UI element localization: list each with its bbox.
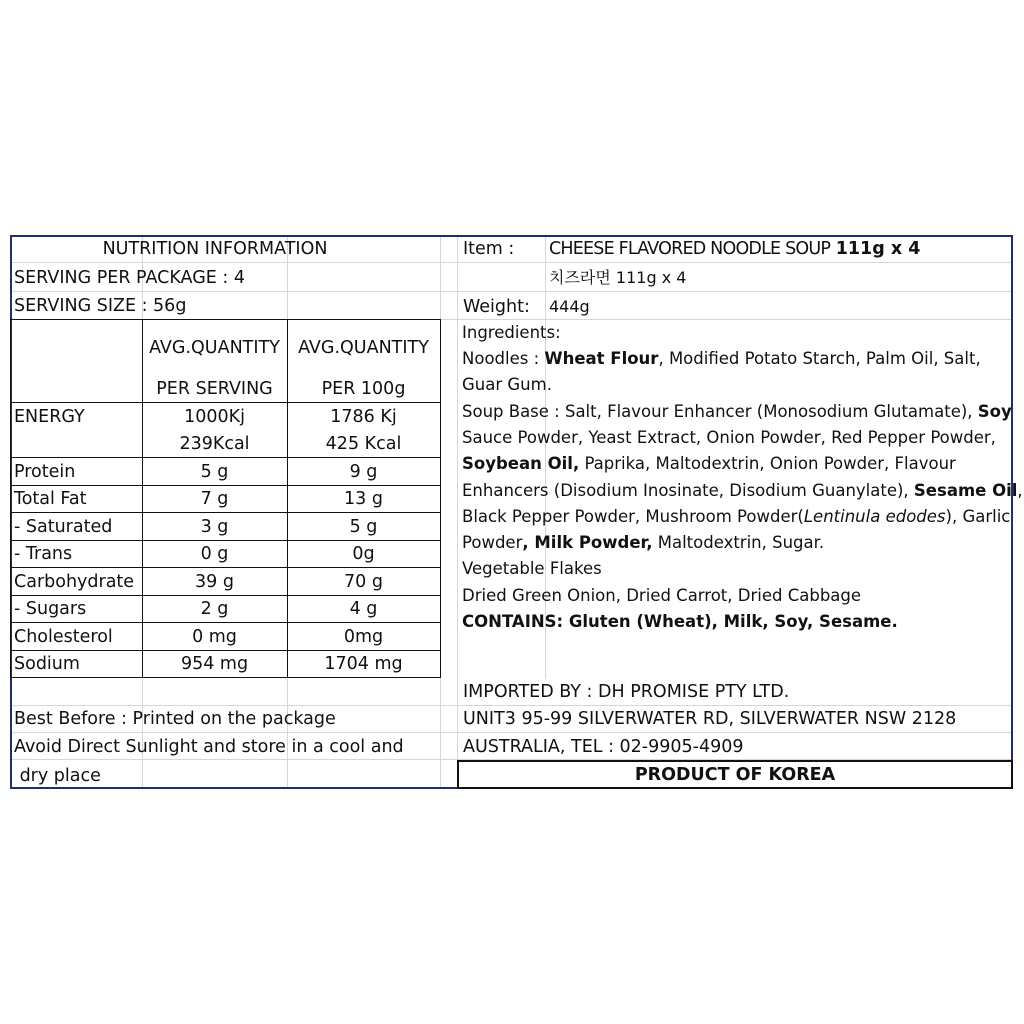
- nutrient-per-100g: 9 g: [349, 462, 378, 482]
- nutrient-label: Carbohydrate: [14, 572, 135, 592]
- ingredient-text-run: Soybean Oil,: [462, 454, 580, 474]
- ingredient-text-run: ,: [1017, 480, 1023, 500]
- best-before: Best Before : Printed on the package: [14, 709, 336, 729]
- ingredient-line: [462, 348, 1022, 370]
- weight-label: Weight:: [463, 297, 530, 317]
- serving-size: SERVING SIZE : 56g: [14, 296, 187, 316]
- ingredient-text-run: , Milk Powder,: [522, 533, 653, 553]
- nutrient-label: Sodium: [14, 654, 80, 674]
- ingredient-line: [462, 585, 1022, 607]
- nutrient-label: - Saturated: [14, 517, 113, 537]
- nutrient-per-100g: 425 Kcal: [325, 434, 402, 454]
- ingredient-text-run: Dried Green Onion, Dried Carrot, Dried Cabbage: [462, 585, 862, 605]
- importer-line-1: IMPORTED BY : DH PROMISE PTY LTD.: [463, 682, 790, 702]
- weight-value: 444g: [549, 297, 590, 316]
- ingredient-line: [462, 427, 1022, 449]
- nutrient-label: Protein: [14, 462, 76, 482]
- ingredient-text-run: Sauce Powder, Yeast Extract, Onion Powder, Red Pepper Powder,: [462, 427, 996, 447]
- nutrient-per-serving: 239Kcal: [179, 434, 250, 454]
- nutrient-per-serving: 0 g: [200, 544, 229, 564]
- nutrient-label: - Sugars: [14, 599, 87, 619]
- storage-line-1: Avoid Direct Sunlight and store in a cool and: [14, 737, 404, 757]
- nutrient-label: ENERGY: [14, 407, 85, 427]
- nutrient-per-100g: 13 g: [344, 489, 383, 509]
- item-name: CHEESE FLAVORED NOODLE SOUP: [549, 239, 831, 259]
- nutrient-label: Total Fat: [14, 489, 87, 509]
- korean-name: 치즈라면 111g x 4: [549, 268, 687, 287]
- importer-line-3: AUSTRALIA, TEL : 02-9905-4909: [463, 737, 744, 757]
- ingredient-text-run: Lentinula edodes: [803, 506, 946, 526]
- ingredients-heading: Ingredients:: [462, 323, 561, 342]
- storage-line-2: dry place: [14, 766, 101, 786]
- ingredient-text-run: Paprika, Maltodextrin, Onion Powder, Flavour: [579, 454, 956, 474]
- nutrient-per-100g: 5 g: [349, 517, 378, 537]
- nutrient-label: - Trans: [14, 544, 73, 564]
- servings-per-package: SERVING PER PACKAGE : 4: [14, 268, 245, 288]
- nutrient-per-100g: 0mg: [343, 627, 384, 647]
- nutrient-per-serving: 0 mg: [192, 627, 237, 647]
- ingredient-line: [462, 506, 1022, 528]
- ingredient-line: [462, 558, 1022, 580]
- ingredient-line: [462, 532, 1022, 554]
- nutrient-per-serving: 5 g: [200, 462, 229, 482]
- col2-header-top: AVG.QUANTITY: [298, 338, 429, 358]
- ingredient-text-run: ), Garlic: [945, 506, 1011, 526]
- item-quantity: 111g x 4: [835, 239, 921, 259]
- origin-text: PRODUCT OF KOREA: [634, 765, 836, 785]
- ingredient-line: [462, 374, 1022, 396]
- ingredient-text-run: , Modified Potato Starch, Palm Oil, Salt,: [658, 349, 981, 368]
- ingredient-text-run: Vegetable Flakes: [462, 559, 602, 579]
- col1-header-top: AVG.QUANTITY: [149, 338, 280, 358]
- ingredient-text-run: Powder: [462, 533, 523, 553]
- nutrient-per-serving: 39 g: [195, 572, 234, 592]
- ingredient-line: [462, 611, 1022, 633]
- ingredient-text-run: Wheat Flour: [544, 349, 659, 368]
- nutrient-label: Cholesterol: [14, 627, 113, 647]
- nutrient-per-100g: 1786 Kj: [330, 407, 397, 427]
- ingredient-line: [462, 401, 1022, 423]
- ingredient-text-run: Guar Gum.: [462, 375, 552, 395]
- nutrient-per-serving: 3 g: [200, 517, 229, 537]
- col2-header-bottom: PER 100g: [321, 379, 406, 399]
- nutrient-per-100g: 1704 mg: [324, 654, 403, 674]
- col1-header-bottom: PER SERVING: [156, 379, 273, 399]
- nutrient-per-serving: 954 mg: [180, 654, 249, 674]
- nutrient-per-100g: 70 g: [344, 572, 383, 592]
- nutrient-per-serving: 7 g: [200, 489, 229, 509]
- ingredient-text-run: Soup Base : Salt, Flavour Enhancer (Monosodium Glutamate),: [462, 401, 978, 421]
- nutrient-per-100g: 4 g: [349, 599, 378, 619]
- ingredient-line: [462, 453, 1022, 475]
- item-label: Item :: [463, 239, 515, 259]
- nutrition-title: NUTRITION INFORMATION: [102, 239, 328, 259]
- item-name-line: [549, 238, 920, 260]
- ingredient-text-run: CONTAINS: Gluten (Wheat), Milk, Soy, Sesame.: [462, 612, 898, 631]
- nutrient-per-serving: 2 g: [200, 599, 229, 619]
- nutrient-per-serving: 1000Kj: [184, 407, 245, 427]
- nutrient-per-100g: 0g: [352, 544, 375, 564]
- ingredient-line: [462, 480, 1022, 502]
- ingredient-text-run: Sesame Oil: [913, 480, 1018, 500]
- ingredient-text-run: Enhancers (Disodium Inosinate, Disodium Guanylate),: [462, 480, 914, 500]
- ingredient-text-run: Maltodextrin, Sugar.: [652, 533, 825, 553]
- importer-line-2: UNIT3 95-99 SILVERWATER RD, SILVERWATER NSW 2128: [463, 709, 957, 729]
- ingredient-text-run: Noodles :: [462, 349, 545, 368]
- ingredient-text-run: Soy: [977, 401, 1012, 421]
- ingredient-text-run: Black Pepper Powder, Mushroom Powder(: [462, 506, 804, 526]
